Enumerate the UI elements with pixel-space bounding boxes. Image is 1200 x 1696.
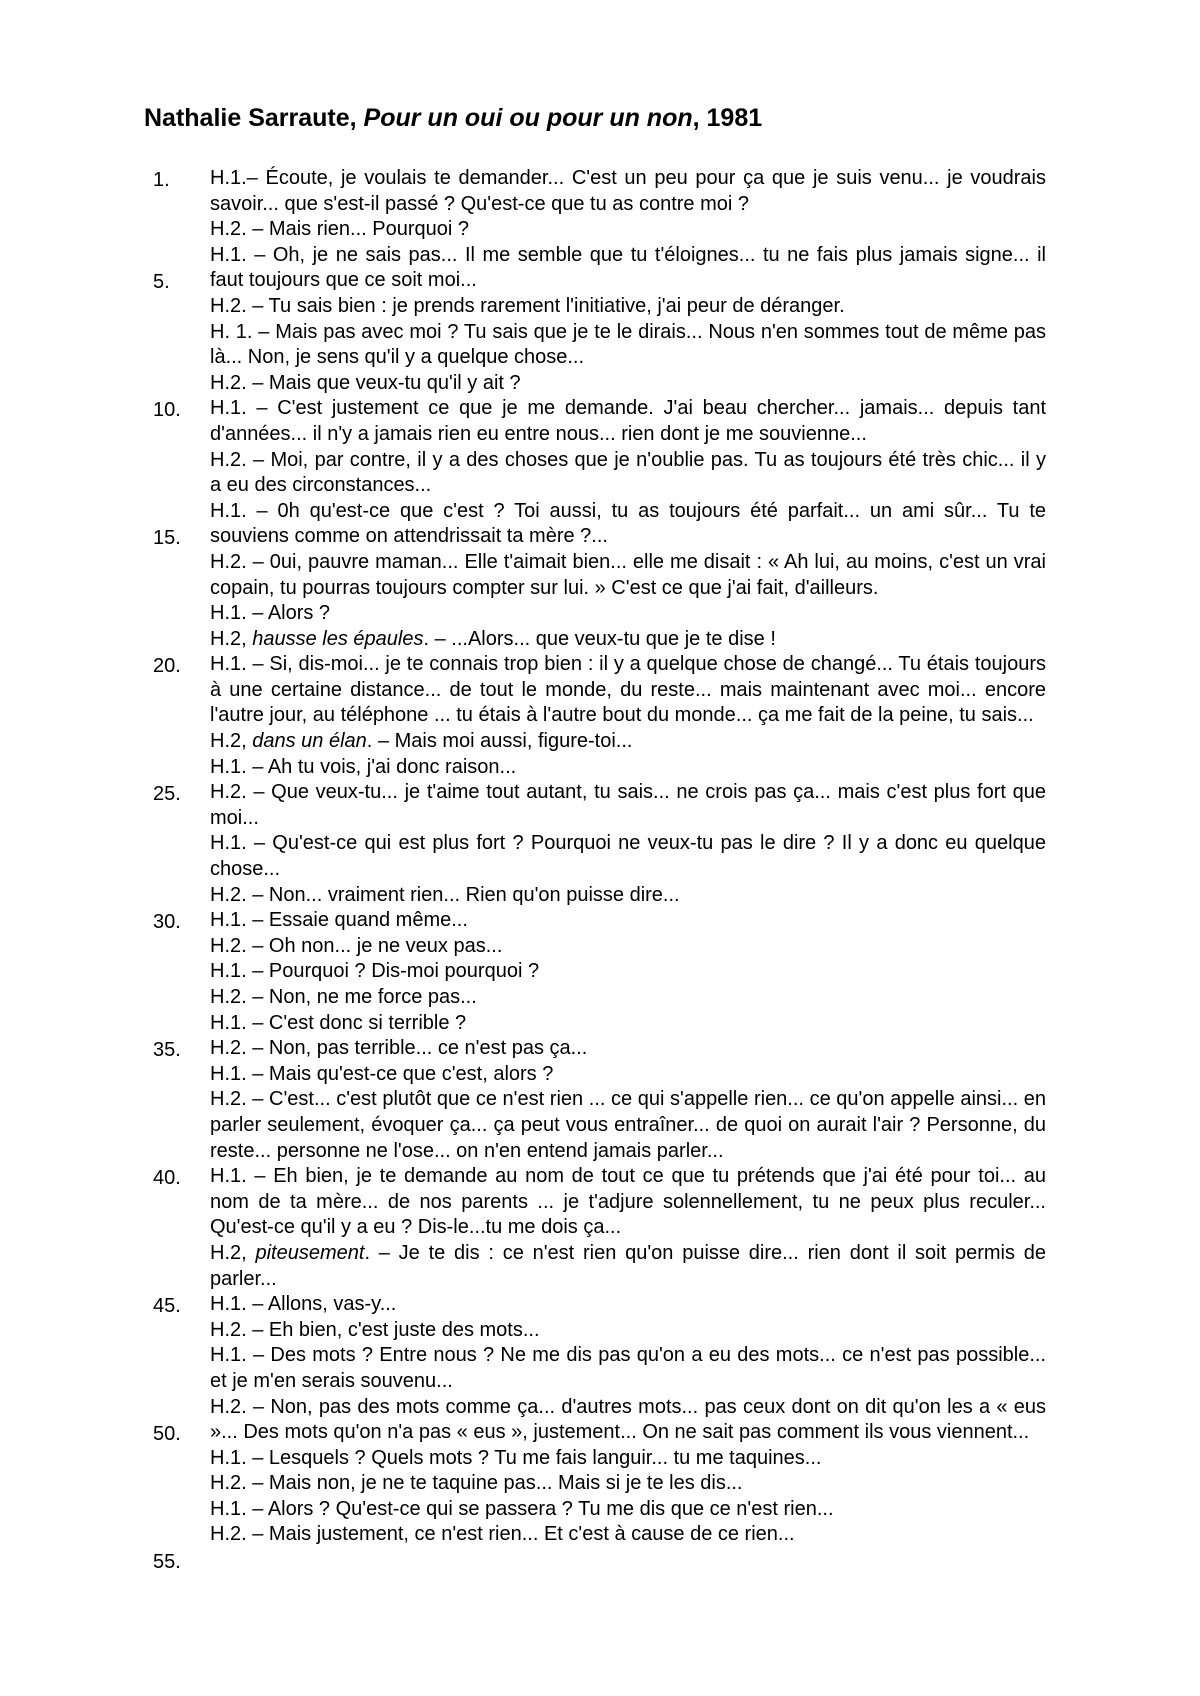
dialogue-line [210, 627, 1046, 653]
line-text: H.2. – Non, pas terrible... ce n'est pas ça... [210, 1037, 588, 1060]
line-number: 45. [153, 1295, 181, 1317]
line-text: H.1. – Si, dis-moi... je te connais trop bien : il y a quelque chose de changé... Tu étais toujours à une certaine distance... de tout le monde, du reste... mais maintenant avec moi... encore l'autre jour, au téléphone ... tu étais à l'autre bout du monde... ça me fait de la peine, tu sais... [210, 653, 1046, 727]
stage-direction: dans un élan [252, 730, 367, 753]
dialogue-line [210, 1164, 1046, 1241]
dialogue-line [210, 1471, 1046, 1497]
dialogue-line [210, 1011, 1046, 1037]
dialogue-line [210, 1497, 1046, 1523]
line-text: H.2. – Moi, par contre, il y a des choses que je n'oublie pas. Tu as toujours été très chic... il y a eu des circonstances... [210, 448, 1046, 497]
dialogue-line [210, 550, 1046, 601]
line-text: . – Je te dis : ce n'est rien qu'on puisse dire... rien dont il soit permis de parler... [210, 1241, 1046, 1290]
line-number: 30. [153, 911, 181, 933]
line-text: H.1. – Essaie quand même... [210, 909, 468, 932]
line-text: H.1. – Alors ? [210, 602, 331, 625]
dialogue-line [210, 934, 1046, 960]
line-number: 35. [153, 1039, 181, 1061]
dialogue-line [210, 831, 1046, 882]
title-year: , 1981 [692, 104, 763, 132]
line-number: 20. [153, 655, 181, 677]
line-text: H.1.– Écoute, je voulais te demander... C'est un peu pour ça que je suis venu... je voudrais savoir... que s'est-il passé ? Qu'est-ce que tu as contre moi ? [210, 167, 1046, 215]
dialogue-line [210, 243, 1046, 294]
dialogue-line [210, 1343, 1046, 1394]
line-text: H.1. – C'est donc si terrible ? [210, 1011, 467, 1034]
dialogue-line [210, 320, 1046, 371]
line-text: H.1. – Ah tu vois, j'ai donc raison... [210, 755, 517, 778]
line-number: 15. [153, 527, 181, 549]
dialogue-line [210, 1522, 1046, 1548]
line-number: 1. [153, 169, 170, 191]
line-text: H.2. – Oh non... je ne veux pas... [210, 934, 503, 957]
line-number: 25. [153, 783, 181, 805]
line-text: H.2. – Eh bien, c'est juste des mots... [210, 1318, 540, 1341]
line-number: 10. [153, 399, 181, 421]
line-text: H.2. – Non, pas des mots comme ça... d'autres mots... pas ceux dont on dit qu'on les a « eus »... Des mots qu'on n'a pas « eus », justement... On ne sait pas comment ils vous viennent... [210, 1395, 1046, 1444]
title-author: Nathalie Sarraute, [144, 104, 364, 132]
dialogue-line [210, 1036, 1046, 1062]
dialogue-text [210, 166, 1046, 1548]
line-text: H.2. – Que veux-tu... je t'aime tout autant, tu sais... ne crois pas ça... mais c'est plus fort que moi... [210, 781, 1046, 829]
line-text: H.1. – Allons, vas-y... [210, 1293, 397, 1316]
line-text: H.2. – C'est... c'est plutôt que ce n'est rien ... ce qui s'appelle rien... ce qu'on appelle ainsi... en parler seulement, évoquer ça... ça peut vous entraîner... de quoi on aurait l'air ? Personne, du reste... personne ne l'ose... on n'en entend jamais parler... [210, 1088, 1046, 1162]
line-text: H.1. – Oh, je ne sais pas... Il me semble que tu t'éloignes... tu ne fais plus jamais signe... il faut toujours que ce soit moi... [210, 243, 1046, 292]
speaker-label: H.2, [210, 627, 253, 650]
line-text: H.1. – Alors ? Qu'est-ce qui se passera ? Tu me dis que ce n'est rien... [210, 1497, 834, 1520]
dialogue-line [210, 780, 1046, 831]
dialogue-line [210, 448, 1046, 499]
line-text: . – Mais moi aussi, figure-toi... [366, 730, 633, 753]
dialogue-line [210, 883, 1046, 909]
line-text: H.1. – 0h qu'est-ce que c'est ? Toi aussi, tu as toujours été parfait... un ami sûr... Tu te souviens comme on attendrissait ta mère ?... [210, 499, 1046, 548]
line-number: 40. [153, 1167, 181, 1189]
speaker-label: H.2, [210, 1241, 256, 1264]
stage-direction: hausse les épaules [252, 627, 424, 650]
line-text: H.2. – Mais rien... Pourquoi ? [210, 218, 470, 241]
line-text: H.1. – Qu'est-ce qui est plus fort ? Pourquoi ne veux-tu pas le dire ? Il y a donc eu quelque chose... [210, 832, 1046, 881]
dialogue-line [210, 1241, 1046, 1292]
title-work: Pour un oui ou pour un non [363, 104, 693, 132]
stage-direction: piteusement [255, 1241, 365, 1264]
dialogue-line [210, 166, 1046, 217]
speaker-label: H.2, [210, 730, 253, 753]
line-text: H.2. – Mais que veux-tu qu'il y ait ? [210, 371, 521, 394]
line-text: H.2. – Non, ne me force pas... [210, 986, 477, 1008]
line-text: H.1. – Des mots ? Entre nous ? Ne me dis pas qu'on a eu des mots... ce n'est pas possible... et je m'en serais souvenu... [210, 1344, 1046, 1392]
dialogue-line [210, 1395, 1046, 1446]
line-text: H.1. – Lesquels ? Quels mots ? Tu me fais languir... tu me taquines... [210, 1446, 822, 1469]
line-text: . – ...Alors... que veux-tu que je te dise ! [423, 627, 776, 650]
dialogue-line [210, 1087, 1046, 1164]
page-title [144, 104, 762, 133]
line-number: 55. [153, 1551, 181, 1573]
dialogue-line [210, 396, 1046, 447]
line-text: H.2. – 0ui, pauvre maman... Elle t'aimait bien... elle me disait : « Ah lui, au moins, c'est un vrai copain, tu pourras toujours compter sur lui. » C'est ce que j'ai fait, d'ailleurs. [210, 550, 1046, 599]
line-text: H.1. – Pourquoi ? Dis-moi pourquoi ? [210, 960, 540, 983]
line-number: 5. [153, 271, 170, 293]
dialogue-line [210, 1292, 1046, 1318]
line-text: H.1. – Mais qu'est-ce que c'est, alors ? [210, 1062, 554, 1085]
line-text: H.2. – Mais justement, ce n'est rien... Et c'est à cause de ce rien... [210, 1523, 795, 1546]
dialogue-line [210, 959, 1046, 985]
line-text: H. 1. – Mais pas avec moi ? Tu sais que je te le dirais... Nous n'en sommes tout de même pas là... Non, je sens qu'il y a quelque chose... [210, 320, 1046, 369]
dialogue-line [210, 371, 1046, 397]
line-text: H.1. – C'est justement ce que je me demande. J'ai beau chercher... jamais... depuis tant d'années... il n'y a jamais rien eu entre nous... rien dont je me souvienne... [210, 397, 1046, 445]
dialogue-line [210, 729, 1046, 755]
line-text: H.2. – Non... vraiment rien... Rien qu'on puisse dire... [210, 883, 680, 906]
line-text: H.2. – Mais non, je ne te taquine pas... Mais si je te les dis... [210, 1472, 743, 1495]
dialogue-line [210, 652, 1046, 729]
dialogue-line [210, 217, 1046, 243]
dialogue-line [210, 601, 1046, 627]
dialogue-line [210, 755, 1046, 781]
dialogue-line [210, 1446, 1046, 1472]
dialogue-line [210, 294, 1046, 320]
dialogue-line [210, 1062, 1046, 1088]
dialogue-line [210, 499, 1046, 550]
line-number: 50. [153, 1423, 181, 1445]
dialogue-line [210, 908, 1046, 934]
line-text: H.1. – Eh bien, je te demande au nom de tout ce que tu prétends que j'ai été pour toi... au nom de ta mère... de nos parents ... je t'adjure solennellement, tu ne peux plus reculer... Qu'est-ce qu'il y a eu ? Dis-le...tu me dois ça... [210, 1165, 1046, 1239]
dialogue-line [210, 985, 1046, 1011]
line-text: H.2. – Tu sais bien : je prends rarement l'initiative, j'ai peur de déranger. [210, 294, 845, 317]
dialogue-line [210, 1318, 1046, 1344]
